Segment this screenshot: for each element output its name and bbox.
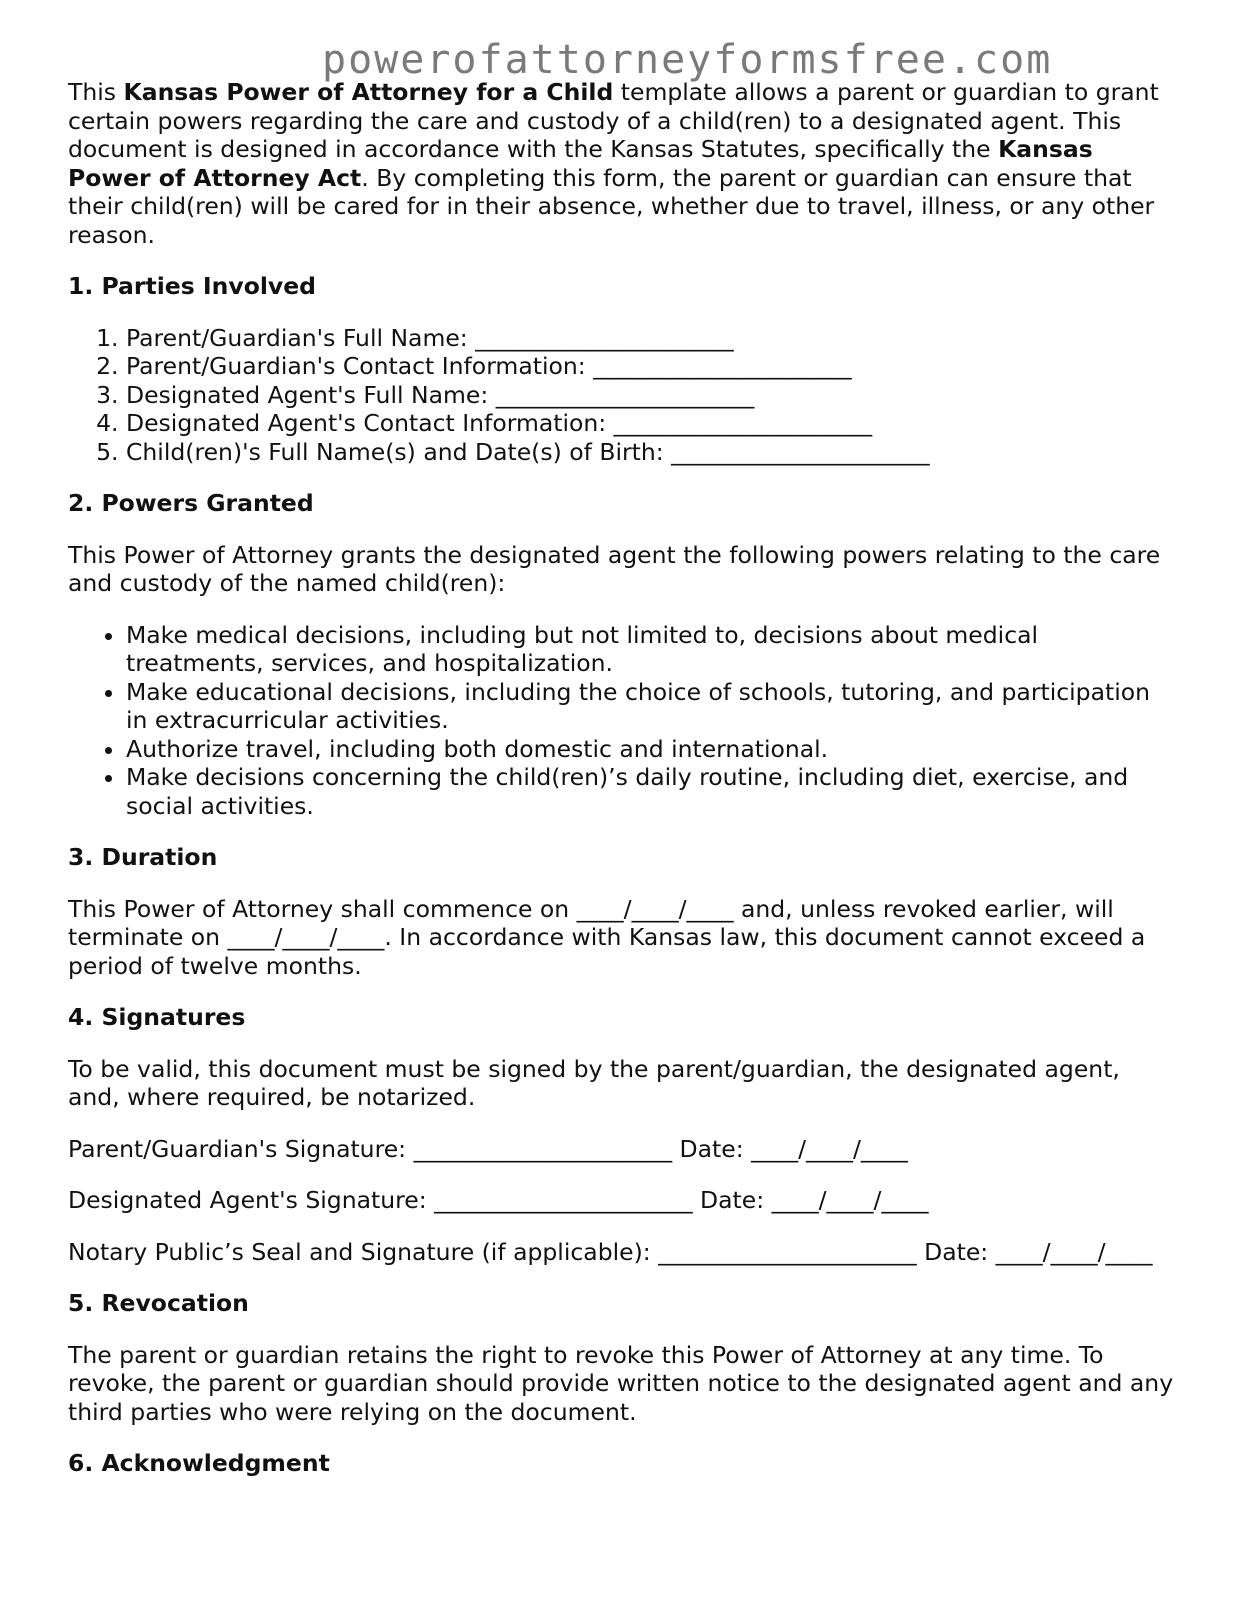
signatures-paragraph: To be valid, this document must be signed by the parent/guardian, the designated agent, and, where required, be notarized. <box>68 1054 1120 1111</box>
agent-signature-line: Designated Agent's Signature: ______________________ Date: ____/____/____ <box>68 1186 929 1214</box>
section-heading-acknowledgment: 6. Acknowledgment <box>68 1449 330 1477</box>
revocation-paragraph: The parent or guardian retains the right to revoke this Power of Attorney at any time. To revoke, the parent or guardian should provide written notice to the designated agent and any third parties who were relying on the document. <box>68 1340 1174 1426</box>
document-body <box>68 78 1178 1501</box>
notary-signature-line: Notary Public’s Seal and Signature (if applicable): ______________________ Date: ____/____/____ <box>68 1237 1153 1266</box>
section-heading-duration: 3. Duration <box>68 843 218 871</box>
section-heading-parties: 1. Parties Involved <box>68 272 316 300</box>
intro-paragraph <box>68 78 1178 249</box>
powers-item: • Make educational decisions, including the choice of schools, tutoring, and participation in extracurricular activities. <box>126 678 1178 735</box>
intro-text-2: template allows a parent or guardian to grant certain powers regarding the care and custody of a child(ren) to a designated agent. This document is designed in accordance with the Kansas Statutes, specifically the <box>68 78 1159 163</box>
powers-item: • Authorize travel, including both domestic and international. <box>126 735 1178 764</box>
section-heading-signatures: 4. Signatures <box>68 1003 246 1031</box>
powers-item: • Make decisions concerning the child(ren)’s daily routine, including diet, exercise, and social activities. <box>126 763 1178 820</box>
parties-item: 3. Designated Agent's Full Name: ______________________ <box>126 381 1178 410</box>
powers-list <box>68 621 1178 821</box>
watermark-text: powerofattorneyformsfree.com <box>322 37 1053 83</box>
powers-paragraph: This Power of Attorney grants the designated agent the following powers relating to the care and custody of the named child(ren): <box>68 540 1161 597</box>
duration-paragraph: This Power of Attorney shall commence on ____/____/____ and, unless revoked earlier, will terminate on ____/____/____. In accordance with Kansas law, this document cannot exceed a period of twelve months. <box>68 894 1146 980</box>
parties-item: 4. Designated Agent's Contact Information: ______________________ <box>126 409 1178 438</box>
parties-list <box>68 324 1178 467</box>
section-heading-powers: 2. Powers Granted <box>68 489 314 517</box>
intro-text-1: This <box>68 78 124 106</box>
intro-bold-act: Kansas Power of Attorney Act <box>68 135 1093 192</box>
parties-item: 1. Parent/Guardian's Full Name: ______________________ <box>126 324 1178 353</box>
section-heading-revocation: 5. Revocation <box>68 1289 249 1317</box>
intro-bold-title: Kansas Power of Attorney for a Child <box>123 78 614 106</box>
parent-signature-line: Parent/Guardian's Signature: ______________________ Date: ____/____/____ <box>68 1134 908 1163</box>
powers-item: • Make medical decisions, including but not limited to, decisions about medical treatments, services, and hospitalization. <box>126 621 1178 678</box>
parties-item: 2. Parent/Guardian's Contact Information: ______________________ <box>126 352 1178 381</box>
parties-item: 5. Child(ren)'s Full Name(s) and Date(s) of Birth: ______________________ <box>126 438 1178 467</box>
intro-text-3: . By completing this form, the parent or guardian can ensure that their child(ren) will be cared for in their absence, whether due to travel, illness, or any other reason. <box>68 163 1155 249</box>
